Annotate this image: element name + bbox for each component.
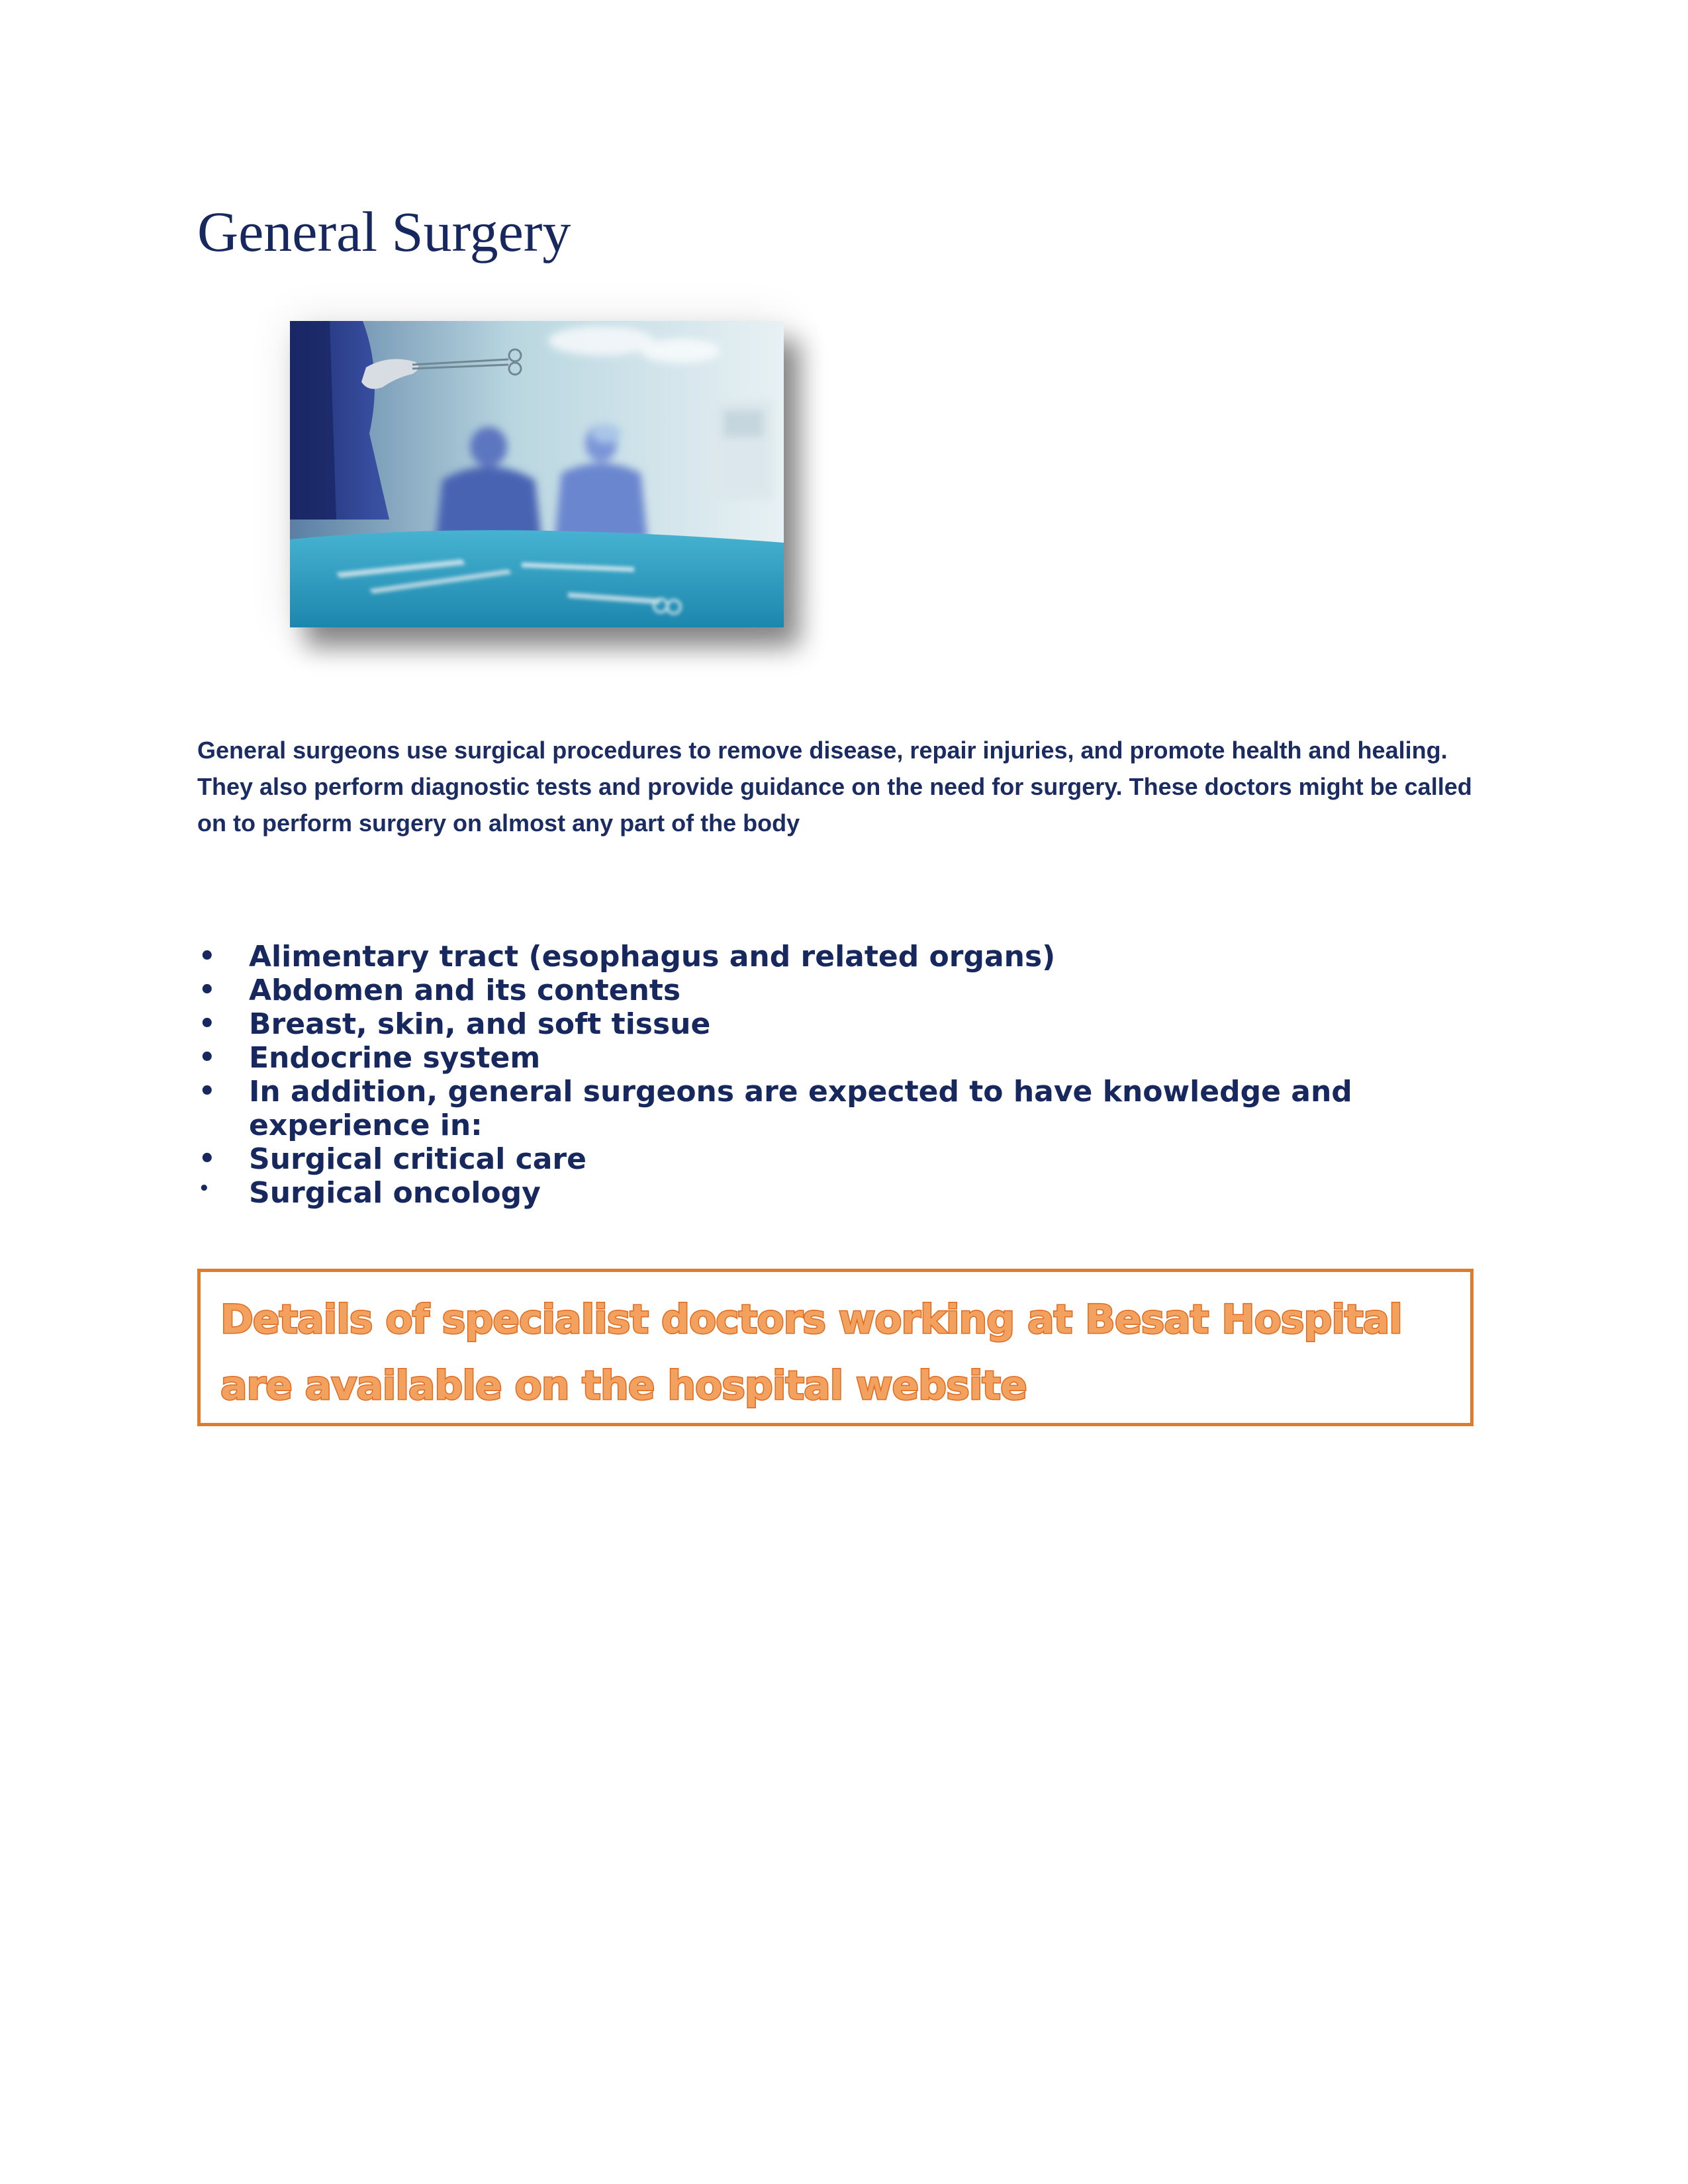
list-item-label: Breast, skin, and soft tissue (249, 1007, 711, 1041)
list-item-label: In addition, general surgeons are expected to have knowledge and experience in: (249, 1075, 1352, 1142)
list-item (197, 1176, 1495, 1210)
list-item (197, 1075, 1495, 1142)
page-title: General Surgery (197, 200, 571, 263)
bullet-icon: • (199, 1042, 216, 1073)
procedure-list (197, 940, 1495, 1210)
bullet-icon: • (199, 941, 216, 972)
bullet-icon: • (199, 1179, 210, 1199)
surgery-photo (290, 321, 784, 627)
list-item (197, 940, 1495, 974)
hospital-notice-text: Details of specialist doctors working at Besat Hospital are available on the hospital website (220, 1297, 1402, 1409)
list-item-label: Abdomen and its contents (249, 974, 681, 1007)
surgery-photo-icon (290, 321, 784, 627)
bullet-icon: • (199, 1076, 216, 1107)
bullet-icon: • (199, 1144, 216, 1174)
intro-paragraph: General surgeons use surgical procedures to remove disease, repair injuries, and promote health and healing. They also perform diagnostic tests and provide guidance on the need for surgery. These doctors might be called on to perform surgery on almost any part of the body (197, 737, 1472, 837)
list-item-label: Endocrine system (249, 1041, 541, 1075)
list-item-label: Surgical critical care (249, 1142, 586, 1176)
list-item (197, 1041, 1495, 1075)
list-item (197, 974, 1495, 1007)
list-item (197, 1007, 1495, 1041)
list-item-label: Alimentary tract (esophagus and related organs) (249, 940, 1056, 974)
hospital-notice-box (197, 1269, 1474, 1426)
bullet-icon: • (199, 1009, 216, 1039)
list-item-label: Surgical oncology (249, 1176, 541, 1210)
list-item (197, 1142, 1495, 1176)
bullet-icon: • (199, 975, 216, 1005)
